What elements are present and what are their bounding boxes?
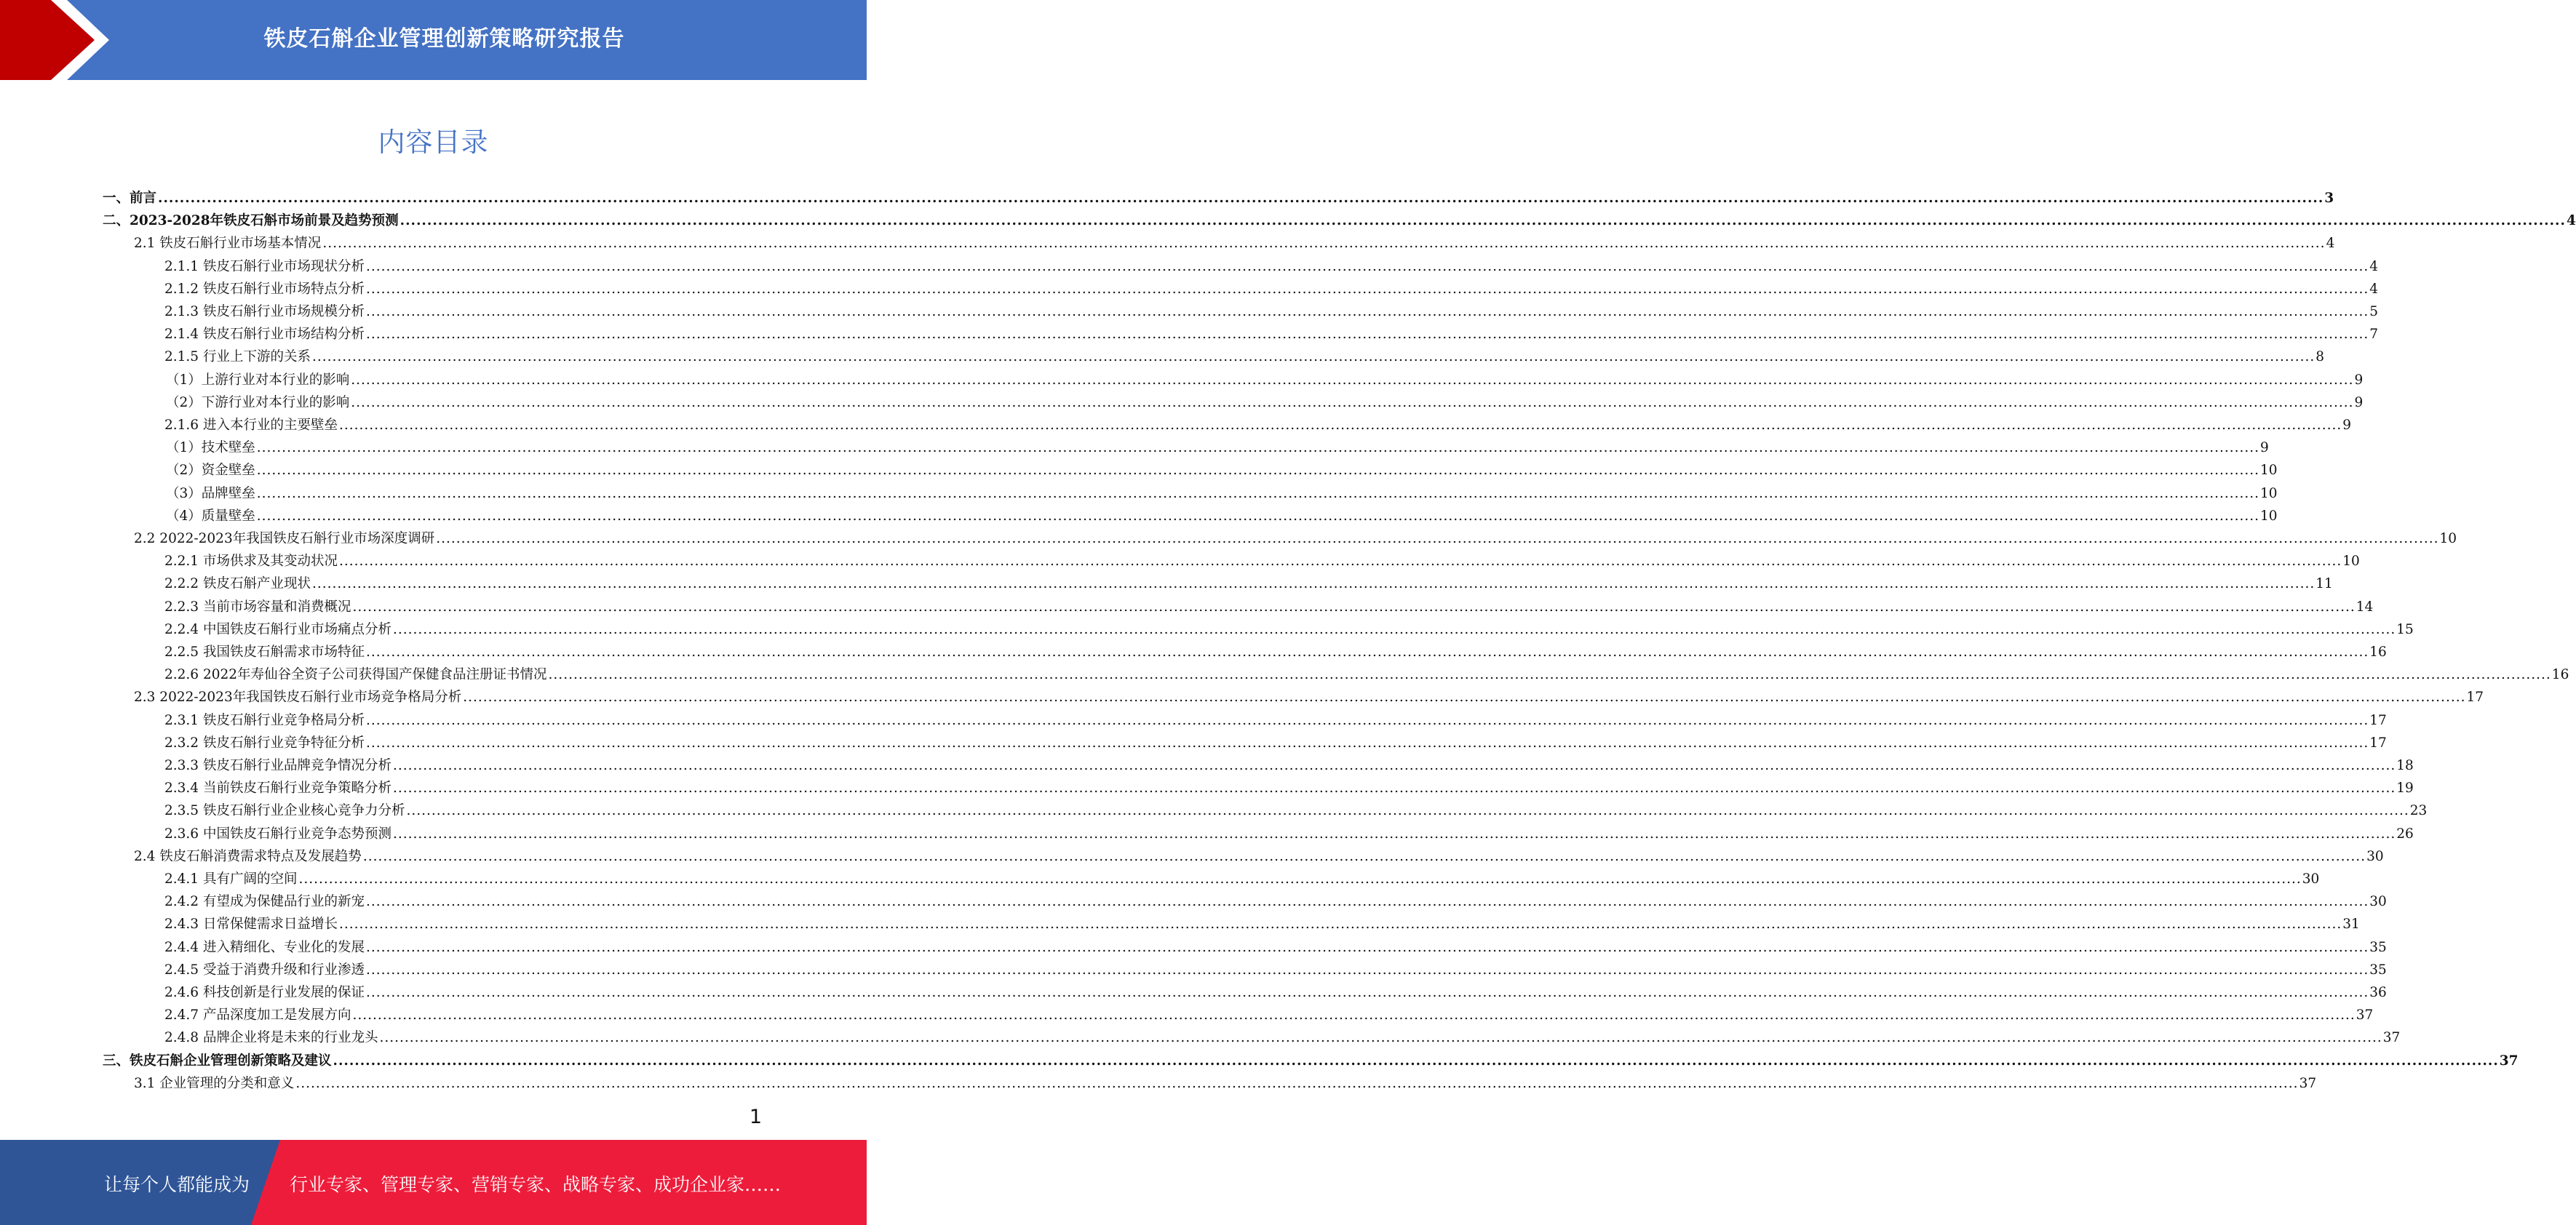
toc-entry-page: 37 <box>2356 1007 2374 1024</box>
toc-entry-label: 2.2.5 我国铁皮石斛需求市场特征 <box>164 645 365 660</box>
toc-entry[interactable] <box>164 298 2378 321</box>
toc-entry[interactable] <box>166 389 2364 412</box>
toc-entry-label: 2.2 2022-2023年我国铁皮石斛行业市场深度调研 <box>134 531 435 546</box>
toc-entry-label: 2.2.6 2022年寿仙谷全资子公司获得国产保健食品注册证书情况 <box>164 667 547 683</box>
toc-entry-label: 2.4.8 品牌企业将是未来的行业龙头 <box>164 1030 378 1046</box>
toc-entry-page: 26 <box>2396 826 2414 842</box>
toc-entry[interactable] <box>164 707 2387 730</box>
toc-entry-label: （3）品牌壁垒 <box>166 485 255 501</box>
toc-entry[interactable] <box>164 321 2378 343</box>
toc-entry-page: 14 <box>2356 599 2374 615</box>
toc-leader-dots: ................................................................................................................................................................................................................................................................................................................................................................................................................ <box>365 712 2369 728</box>
toc-leader-dots: ................................................................................................................................................................................................................................................................................................................................................................................................................ <box>333 1053 2499 1069</box>
toc-entry[interactable] <box>164 639 2387 661</box>
toc-leader-dots: ................................................................................................................................................................................................................................................................................................................................................................................................................ <box>365 327 2369 343</box>
toc-entry-label: 一、前言 <box>103 191 157 206</box>
toc-leader-dots: ................................................................................................................................................................................................................................................................................................................................................................................................................ <box>392 826 2396 842</box>
toc-entry-label: 2.1 铁皮石斛行业市场基本情况 <box>134 236 322 252</box>
toc-entry-page: 5 <box>2369 304 2378 319</box>
footer-band <box>0 1140 867 1225</box>
toc-leader-dots: ................................................................................................................................................................................................................................................................................................................................................................................................................ <box>351 372 2354 388</box>
toc-leader-dots: ................................................................................................................................................................................................................................................................................................................................................................................................................ <box>365 939 2369 955</box>
toc-entry[interactable] <box>164 934 2387 957</box>
toc-entry-label: 2.4 铁皮石斛消费需求特点及发展趋势 <box>134 848 362 864</box>
toc-leader-dots: ................................................................................................................................................................................................................................................................................................................................................................................................................ <box>256 508 2260 524</box>
toc-leader-dots: ................................................................................................................................................................................................................................................................................................................................................................................................................ <box>158 191 2324 206</box>
toc-heading: 内容目录 <box>378 127 489 158</box>
toc-entry-label: 2.1.5 行业上下游的关系 <box>164 349 311 365</box>
toc-entry[interactable] <box>164 616 2414 639</box>
toc-entry-page: 16 <box>2551 667 2569 683</box>
toc-entry-label: 2.4.4 进入精细化、专业化的发展 <box>164 939 365 955</box>
toc-leader-dots: ................................................................................................................................................................................................................................................................................................................................................................................................................ <box>338 554 2342 570</box>
footer-slogan-right: 行业专家、管理专家、营销专家、战略专家、成功企业家…… <box>290 1174 782 1195</box>
toc-entry[interactable] <box>164 888 2387 911</box>
toc-entry-page: 37 <box>2299 1075 2317 1091</box>
page-number: 1 <box>749 1106 762 1128</box>
toc-entry-page: 9 <box>2354 394 2364 410</box>
toc-entry-page: 9 <box>2260 440 2269 456</box>
report-title: 铁皮石斛企业管理创新策略研究报告 <box>263 26 625 52</box>
toc-entry[interactable] <box>134 230 2335 252</box>
toc-entry[interactable] <box>164 548 2360 570</box>
toc-entry-page: 18 <box>2396 758 2414 773</box>
toc-leader-dots: ................................................................................................................................................................................................................................................................................................................................................................................................................ <box>338 418 2342 433</box>
toc-entry-page: 8 <box>2315 349 2324 365</box>
toc-entry-page: 17 <box>2369 735 2387 751</box>
toc-entry-page: 10 <box>2260 463 2278 479</box>
toc-entry-page: 4 <box>2369 258 2378 274</box>
toc-entry-page: 17 <box>2369 712 2387 728</box>
toc-entry[interactable] <box>103 207 2576 230</box>
toc-entry-page: 30 <box>2366 848 2384 864</box>
toc-entry[interactable] <box>164 1024 2401 1047</box>
toc-entry-label: 2.3.5 铁皮石斛行业企业核心竞争力分析 <box>164 803 405 819</box>
toc-leader-dots: ................................................................................................................................................................................................................................................................................................................................................................................................................ <box>365 304 2369 319</box>
toc-entry-label: 3.1 企业管理的分类和意义 <box>134 1075 295 1091</box>
toc-entry-label: （1）技术壁垒 <box>166 440 255 456</box>
toc-entry[interactable] <box>164 979 2387 1002</box>
toc-leader-dots: ................................................................................................................................................................................................................................................................................................................................................................................................................ <box>256 463 2260 479</box>
toc-leader-dots: ................................................................................................................................................................................................................................................................................................................................................................................................................ <box>365 258 2369 274</box>
toc-leader-dots: ................................................................................................................................................................................................................................................................................................................................................................................................................ <box>338 917 2342 933</box>
toc-entry-page: 19 <box>2396 781 2414 797</box>
toc-leader-dots: ................................................................................................................................................................................................................................................................................................................................................................................................................ <box>256 440 2260 456</box>
toc-entry-page: 36 <box>2369 985 2387 1000</box>
toc-entry[interactable] <box>164 276 2378 298</box>
toc-leader-dots: ................................................................................................................................................................................................................................................................................................................................................................................................................ <box>365 645 2369 660</box>
toc-entry-page: 17 <box>2466 690 2484 706</box>
toc-entry-label: 二、2023-2028年铁皮石斛市场前景及趋势预测 <box>103 213 399 229</box>
toc-entry-page: 35 <box>2369 939 2387 955</box>
toc-entry-page: 11 <box>2315 576 2333 592</box>
toc-entry-page: 10 <box>2342 554 2360 570</box>
toc-entry-label: 2.4.6 科技创新是行业发展的保证 <box>164 985 365 1000</box>
toc-leader-dots: ................................................................................................................................................................................................................................................................................................................................................................................................................ <box>352 1007 2356 1024</box>
toc-leader-dots: ................................................................................................................................................................................................................................................................................................................................................................................................................ <box>392 758 2396 773</box>
toc-entry-label: （2）资金壁垒 <box>166 463 255 479</box>
header-band <box>0 0 867 80</box>
toc-entry-page: 37 <box>2499 1053 2519 1069</box>
toc-entry-label: 2.4.1 具有广阔的空间 <box>164 871 298 887</box>
toc-entry-page: 4 <box>2326 236 2335 252</box>
toc-entry-label: 2.2.1 市场供求及其变动状况 <box>164 554 338 570</box>
toc-entry-label: 三、铁皮石斛企业管理创新策略及建议 <box>103 1053 332 1069</box>
toc-entry-page: 10 <box>2439 531 2457 546</box>
toc-entry[interactable] <box>164 594 2374 616</box>
toc-entry[interactable] <box>164 412 2351 434</box>
toc-entry-label: 2.1.6 进入本行业的主要壁垒 <box>164 418 338 433</box>
toc-entry-page: 4 <box>2566 213 2576 229</box>
toc-entry-label: 2.2.4 中国铁皮石斛行业市场痛点分析 <box>164 621 391 637</box>
toc-leader-dots: ................................................................................................................................................................................................................................................................................................................................................................................................................ <box>399 213 2566 229</box>
toc-entry-label: 2.1.4 铁皮石斛行业市场结构分析 <box>164 327 365 343</box>
toc-entry-page: 4 <box>2369 281 2378 297</box>
toc-leader-dots: ................................................................................................................................................................................................................................................................................................................................................................................................................ <box>256 485 2260 501</box>
toc-leader-dots: ................................................................................................................................................................................................................................................................................................................................................................................................................ <box>463 690 2466 706</box>
toc-leader-dots: ................................................................................................................................................................................................................................................................................................................................................................................................................ <box>352 599 2356 615</box>
toc-entry-label: 2.4.7 产品深度加工是发展方向 <box>164 1007 351 1024</box>
toc-entry[interactable] <box>134 525 2457 548</box>
toc-entry-page: 37 <box>2382 1030 2401 1046</box>
toc-entry-page: 15 <box>2396 621 2414 637</box>
toc-entry[interactable] <box>164 661 2569 684</box>
toc-entry[interactable] <box>103 185 2334 207</box>
toc-entry-label: 2.2.2 铁皮石斛产业现状 <box>164 576 311 592</box>
toc-leader-dots: ................................................................................................................................................................................................................................................................................................................................................................................................................ <box>365 962 2369 978</box>
toc-entry-label: 2.3 2022-2023年我国铁皮石斛行业市场竞争格局分析 <box>134 690 462 706</box>
toc-leader-dots: ................................................................................................................................................................................................................................................................................................................................................................................................................ <box>365 735 2369 751</box>
toc-entry[interactable] <box>164 343 2324 366</box>
toc-entry-label: 2.4.2 有望成为保健品行业的新宠 <box>164 894 365 910</box>
toc-entry[interactable] <box>166 503 2278 525</box>
toc-entry-page: 7 <box>2369 327 2378 343</box>
toc-entry-page: 23 <box>2409 803 2428 819</box>
toc-entry[interactable] <box>166 434 2269 457</box>
toc-entry[interactable] <box>164 253 2378 276</box>
toc-leader-dots: ................................................................................................................................................................................................................................................................................................................................................................................................................ <box>295 1075 2299 1091</box>
toc-entry[interactable] <box>164 570 2333 593</box>
footer-slogan-left: 让每个人都能成为 <box>104 1174 250 1195</box>
toc-entry-page: 3 <box>2324 191 2334 206</box>
toc-leader-dots: ................................................................................................................................................................................................................................................................................................................................................................................................................ <box>351 394 2354 410</box>
toc-entry[interactable] <box>164 752 2414 775</box>
toc-entry-page: 30 <box>2302 871 2320 887</box>
toc-entry[interactable] <box>164 821 2414 843</box>
toc-entry-label: 2.4.5 受益于消费升级和行业渗透 <box>164 962 365 978</box>
toc-entry[interactable] <box>166 457 2278 479</box>
toc-entry[interactable] <box>164 957 2387 979</box>
toc-leader-dots: ................................................................................................................................................................................................................................................................................................................................................................................................................ <box>311 349 2315 365</box>
toc-leader-dots: ................................................................................................................................................................................................................................................................................................................................................................................................................ <box>436 531 2439 546</box>
toc-entry-label: 2.3.1 铁皮石斛行业竞争格局分析 <box>164 712 365 728</box>
toc-entry[interactable] <box>103 1048 2519 1070</box>
toc-entry[interactable] <box>134 843 2384 866</box>
toc-leader-dots: ................................................................................................................................................................................................................................................................................................................................................................................................................ <box>406 803 2409 819</box>
toc-entry-page: 30 <box>2369 894 2387 910</box>
toc-entry-page: 9 <box>2342 418 2351 433</box>
toc-entry-label: （2）下游行业对本行业的影响 <box>166 394 350 410</box>
toc-leader-dots: ................................................................................................................................................................................................................................................................................................................................................................................................................ <box>311 576 2315 592</box>
toc-entry-label: 2.3.4 当前铁皮石斛行业竞争策略分析 <box>164 781 391 797</box>
toc-leader-dots: ................................................................................................................................................................................................................................................................................................................................................................................................................ <box>548 667 2551 683</box>
toc-entry-page: 10 <box>2260 485 2278 501</box>
toc-entry-label: 2.3.6 中国铁皮石斛行业竞争态势预测 <box>164 826 391 842</box>
toc-entry[interactable] <box>164 911 2360 933</box>
toc-entry-page: 35 <box>2369 962 2387 978</box>
toc-entry[interactable] <box>134 684 2484 706</box>
toc-entry-label: 2.3.2 铁皮石斛行业竞争特征分析 <box>164 735 365 751</box>
toc-entry[interactable] <box>134 1070 2317 1093</box>
toc-leader-dots: ................................................................................................................................................................................................................................................................................................................................................................................................................ <box>365 281 2369 297</box>
toc-leader-dots: ................................................................................................................................................................................................................................................................................................................................................................................................................ <box>392 621 2396 637</box>
toc-leader-dots: ................................................................................................................................................................................................................................................................................................................................................................................................................ <box>298 871 2302 887</box>
toc-entry[interactable] <box>166 480 2278 503</box>
toc-entry-page: 10 <box>2260 508 2278 524</box>
toc-entry[interactable] <box>164 1002 2374 1024</box>
toc-entry-label: （4）质量壁垒 <box>166 508 255 524</box>
toc-entry-label: 2.1.3 铁皮石斛行业市场规模分析 <box>164 304 365 319</box>
toc-entry[interactable] <box>164 775 2414 797</box>
toc-leader-dots: ................................................................................................................................................................................................................................................................................................................................................................................................................ <box>322 236 2326 252</box>
toc-entry[interactable] <box>164 730 2387 752</box>
toc-entry-label: （1）上游行业对本行业的影响 <box>166 372 350 388</box>
toc-entry-label: 2.1.2 铁皮石斛行业市场特点分析 <box>164 281 365 297</box>
toc-entry-label: 2.2.3 当前市场容量和消费概况 <box>164 599 351 615</box>
toc-entry-page: 16 <box>2369 645 2387 660</box>
toc-entry-label: 2.1.1 铁皮石斛行业市场现状分析 <box>164 258 365 274</box>
toc-entry[interactable] <box>164 797 2428 820</box>
toc-leader-dots: ................................................................................................................................................................................................................................................................................................................................................................................................................ <box>379 1030 2382 1046</box>
toc-leader-dots: ................................................................................................................................................................................................................................................................................................................................................................................................................ <box>365 894 2369 910</box>
toc-entry-page: 31 <box>2342 917 2360 933</box>
toc-entry-page: 9 <box>2354 372 2364 388</box>
toc-leader-dots: ................................................................................................................................................................................................................................................................................................................................................................................................................ <box>365 985 2369 1000</box>
toc-leader-dots: ................................................................................................................................................................................................................................................................................................................................................................................................................ <box>362 848 2366 864</box>
toc-entry-label: 2.3.3 铁皮石斛行业品牌竞争情况分析 <box>164 758 391 773</box>
toc-entry[interactable] <box>166 367 2364 389</box>
toc-entry[interactable] <box>164 866 2320 888</box>
toc-entry-label: 2.4.3 日常保健需求日益增长 <box>164 917 338 933</box>
toc-leader-dots: ................................................................................................................................................................................................................................................................................................................................................................................................................ <box>392 781 2396 797</box>
